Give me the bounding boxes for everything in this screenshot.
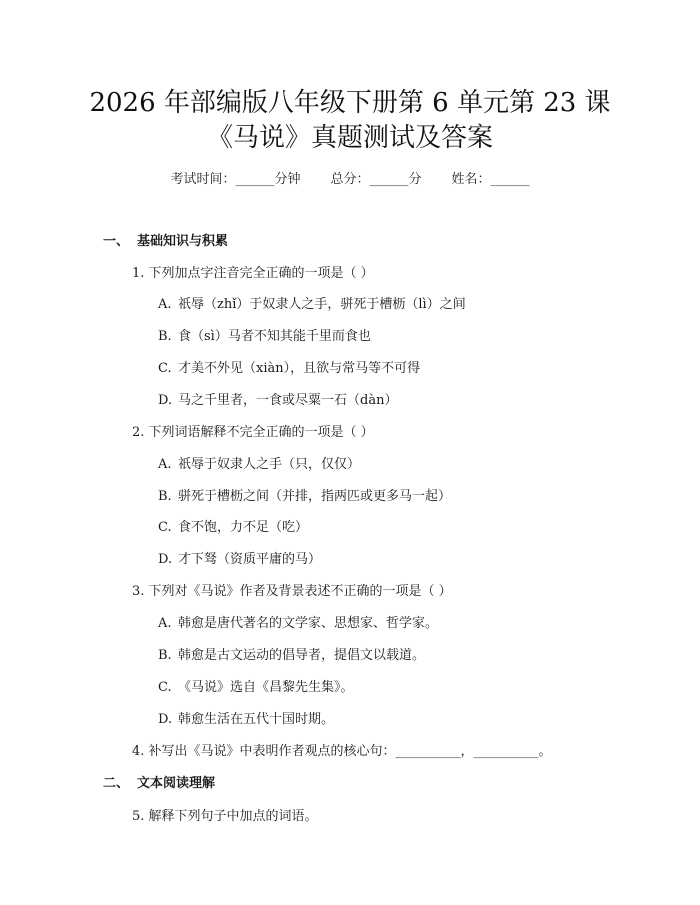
section-number: 二、 xyxy=(103,776,130,791)
option-item xyxy=(158,389,397,408)
exam-meta xyxy=(0,168,700,187)
option-letter: D. xyxy=(158,552,173,567)
option-item xyxy=(158,325,371,344)
option-letter: C. xyxy=(158,361,172,376)
option-item xyxy=(158,676,354,695)
option-item xyxy=(158,516,308,535)
option-letter: D. xyxy=(158,712,173,727)
option-item xyxy=(158,708,334,727)
option-item xyxy=(158,644,425,663)
option-item xyxy=(158,548,321,567)
option-text: 食（sì）马者不知其能千里而食也 xyxy=(178,329,371,344)
question-stem: 2. 下列词语解释不完全正确的一项是（ ） xyxy=(132,425,374,440)
option-letter: C. xyxy=(158,520,172,535)
option-letter: A. xyxy=(158,616,172,631)
section-heading xyxy=(103,230,228,249)
option-letter: D. xyxy=(158,393,173,408)
section-heading xyxy=(103,772,215,791)
option-text: 《马说》选自《昌黎先生集》。 xyxy=(178,680,354,695)
option-item xyxy=(158,612,438,631)
option-letter: A. xyxy=(158,297,172,312)
option-text: 祇辱于奴隶人之手（只，仅仅） xyxy=(178,457,361,472)
option-letter: B. xyxy=(158,648,172,663)
option-text: 韩愈生活在五代十国时期。 xyxy=(178,712,335,727)
option-item xyxy=(158,293,466,312)
option-text: 马之千里者，一食或尽粟一石（dàn） xyxy=(178,393,398,408)
option-text: 祇辱（zhǐ）于奴隶人之手，骈死于槽枥（lì）之间 xyxy=(178,297,466,312)
option-item xyxy=(158,485,451,504)
question-stem: 5. 解释下列句子中加点的词语。 xyxy=(132,809,318,824)
section-title: 基础知识与积累 xyxy=(137,234,229,249)
option-text: 才下驽（资质平庸的马） xyxy=(178,552,322,567)
option-item xyxy=(158,453,360,472)
option-text: 韩愈是唐代著名的文学家、思想家、哲学家。 xyxy=(178,616,439,631)
section-title: 文本阅读理解 xyxy=(137,776,216,791)
total-score-field: 总分：______分 xyxy=(330,172,422,187)
option-text: 韩愈是古文运动的倡导者，提倡文以载道。 xyxy=(178,648,426,663)
section-number: 一、 xyxy=(103,234,130,249)
exam-time-field: 考试时间：______分钟 xyxy=(170,172,301,187)
page-title-line2: 《马说》真题测试及答案 xyxy=(206,123,493,153)
student-name-field: 姓名：______ xyxy=(451,172,530,187)
question-stem: 1. 下列加点字注音完全正确的一项是（ ） xyxy=(132,266,374,281)
option-letter: C. xyxy=(158,680,172,695)
option-letter: B. xyxy=(158,489,172,504)
option-letter: B. xyxy=(158,329,172,344)
page-title-line1: 2026 年部编版八年级下册第 6 单元第 23 课 xyxy=(89,88,611,118)
question-stem: 4. 补写出《马说》中表明作者观点的核心句：__________，__________。 xyxy=(132,744,552,759)
option-text: 才美不外见（xiàn），且欲与常马等不可得 xyxy=(178,361,421,376)
option-text: 骈死于槽枥之间（并排，指两匹或更多马一起） xyxy=(178,489,452,504)
question-stem: 3. 下列对《马说》作者及背景表述不正确的一项是（ ） xyxy=(132,584,452,599)
option-text: 食不饱，力不足（吃） xyxy=(178,520,309,535)
option-letter: A. xyxy=(158,457,172,472)
option-item xyxy=(158,357,420,376)
